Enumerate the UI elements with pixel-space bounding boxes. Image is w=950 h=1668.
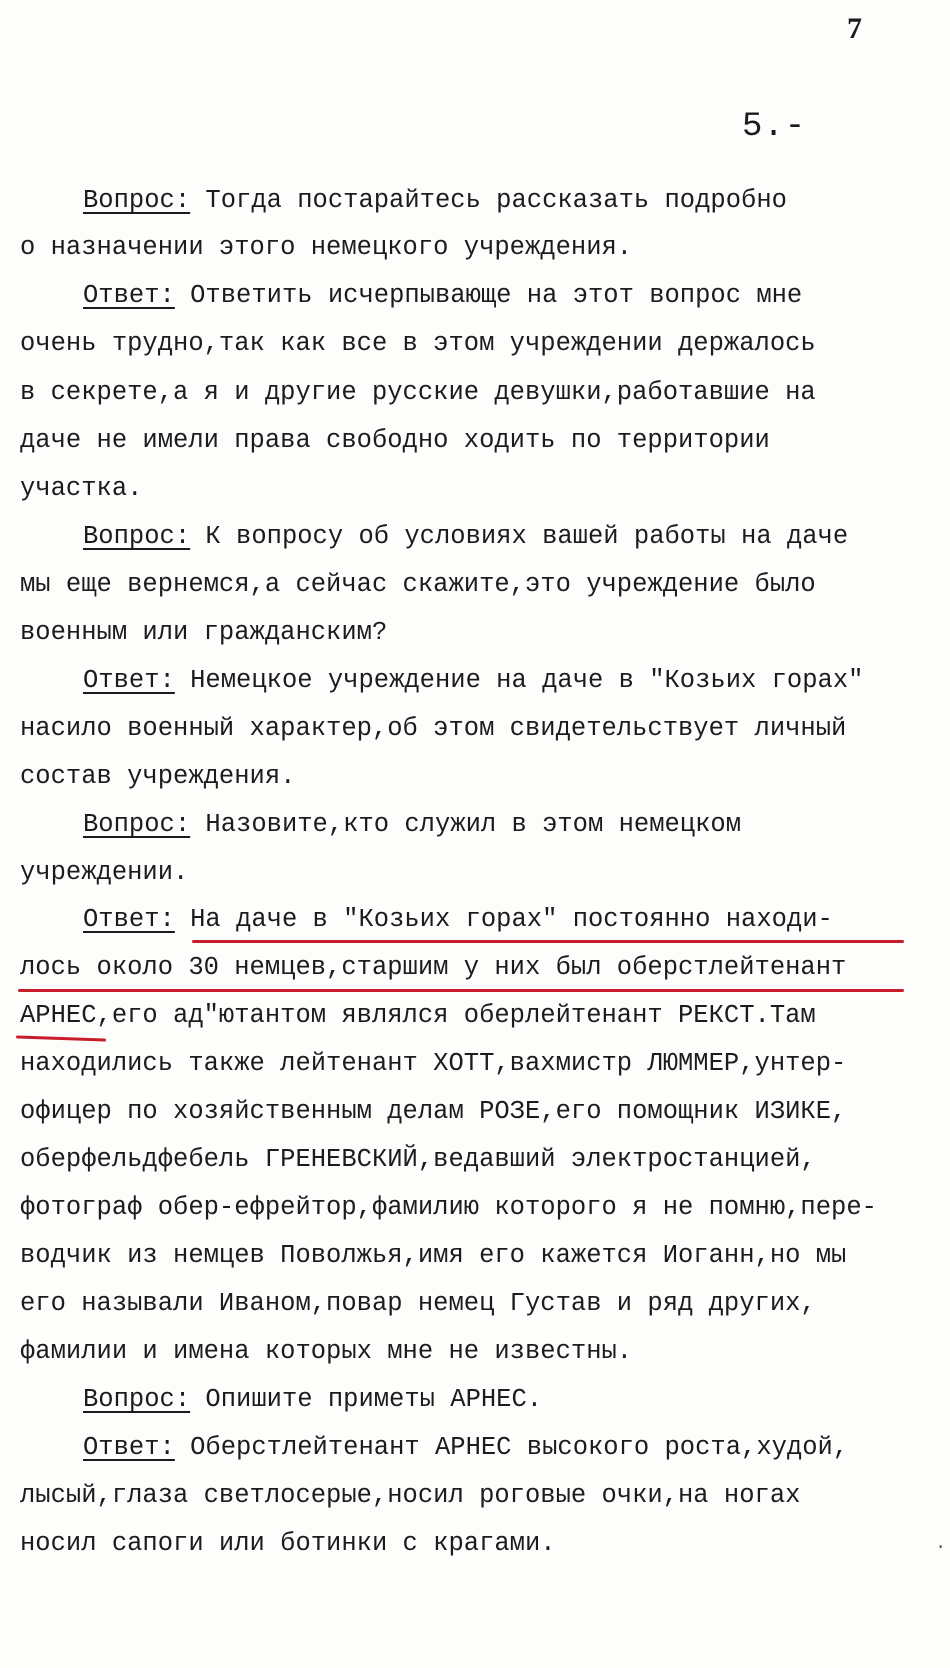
question-label: Вопрос: — [83, 1385, 191, 1414]
text-line: участка. — [20, 474, 143, 503]
line-text: К вопросу об условиях вашей работы на даче — [190, 522, 849, 551]
answer-label: Ответ: — [83, 666, 175, 695]
text-line: насило военный характер,об этом свидетельствует личный — [20, 714, 847, 743]
text-line: о назначении этого немецкого учреждения. — [20, 233, 633, 262]
answer-label: Ответ: — [83, 905, 175, 934]
line-text: Ответить исчерпывающе на этот вопрос мне — [174, 281, 803, 310]
text-line: очень трудно,так как все в этом учреждении держалось — [20, 329, 816, 358]
text-line: даче не имели права свободно ходить по территории — [20, 426, 770, 455]
question-line — [83, 524, 848, 550]
text-line: военным или гражданским? — [20, 618, 388, 647]
answer-line — [83, 1435, 848, 1461]
red-underline — [192, 940, 904, 943]
margin-mark: · — [935, 1538, 946, 1558]
answer-label: Ответ: — [83, 281, 175, 310]
line-text: На даче в "Козьих горах" постоянно находи- — [174, 905, 833, 934]
text-line: офицер по хозяйственным делам РОЗЕ,его помощник ИЗИКЕ, — [20, 1097, 847, 1126]
text-line: его называли Иваном,повар немец Густав и ряд других, — [20, 1289, 816, 1318]
red-underline — [18, 989, 904, 992]
line-text: Опишите приметы АРНЕС. — [190, 1385, 543, 1414]
text-line: АРНЕС,его ад"ютантом являлся оберлейтенант РЕКСТ.Там — [20, 1001, 816, 1030]
question-line — [83, 1387, 542, 1413]
line-text: Назовите,кто служил в этом немецком — [190, 810, 742, 839]
section-number: 5.- — [742, 108, 807, 146]
answer-line — [83, 283, 802, 309]
answer-line — [83, 668, 863, 694]
text-line: фамилии и имена которых мне не известны. — [20, 1337, 633, 1366]
text-line: водчик из немцев Поволжья,имя его кажется Иоганн,но мы — [20, 1241, 847, 1270]
text-line: лысый,глаза светлосерые,носил роговые очки,на ногах — [20, 1481, 801, 1510]
text-line: фотограф обер-ефрейтор,фамилию которого я не помню,пере- — [20, 1193, 877, 1222]
text-line: оберфельдфебель ГРЕНЕВСКИЙ,ведавший электростанцией, — [20, 1145, 816, 1174]
line-text: Оберстлейтенант АРНЕС высокого роста,худой, — [174, 1433, 849, 1462]
text-line: носил сапоги или ботинки с крагами. — [20, 1529, 556, 1558]
question-line — [83, 188, 787, 214]
line-text: Тогда постарайтесь рассказать подробно — [190, 186, 787, 215]
answer-label: Ответ: — [83, 1433, 175, 1462]
question-label: Вопрос: — [83, 810, 191, 839]
answer-line — [83, 907, 833, 933]
text-line: находились также лейтенант ХОТТ,вахмистр ЛЮММЕР,унтер- — [20, 1049, 847, 1078]
text-line: лось около 30 немцев,старшим у них был оберстлейтенант — [20, 953, 847, 982]
red-underline — [16, 1035, 106, 1041]
question-label: Вопрос: — [83, 522, 191, 551]
text-line: учреждении. — [20, 858, 189, 887]
page-number: 7 — [847, 12, 862, 45]
text-line: в секрете,а я и другие русские девушки,работавшие на — [20, 378, 816, 407]
question-label: Вопрос: — [83, 186, 191, 215]
text-line: состав учреждения. — [20, 762, 296, 791]
question-line — [83, 812, 741, 838]
line-text: Немецкое учреждение на даче в "Козьих горах" — [174, 666, 864, 695]
text-line: мы еще вернемся,а сейчас скажите,это учреждение было — [20, 570, 816, 599]
